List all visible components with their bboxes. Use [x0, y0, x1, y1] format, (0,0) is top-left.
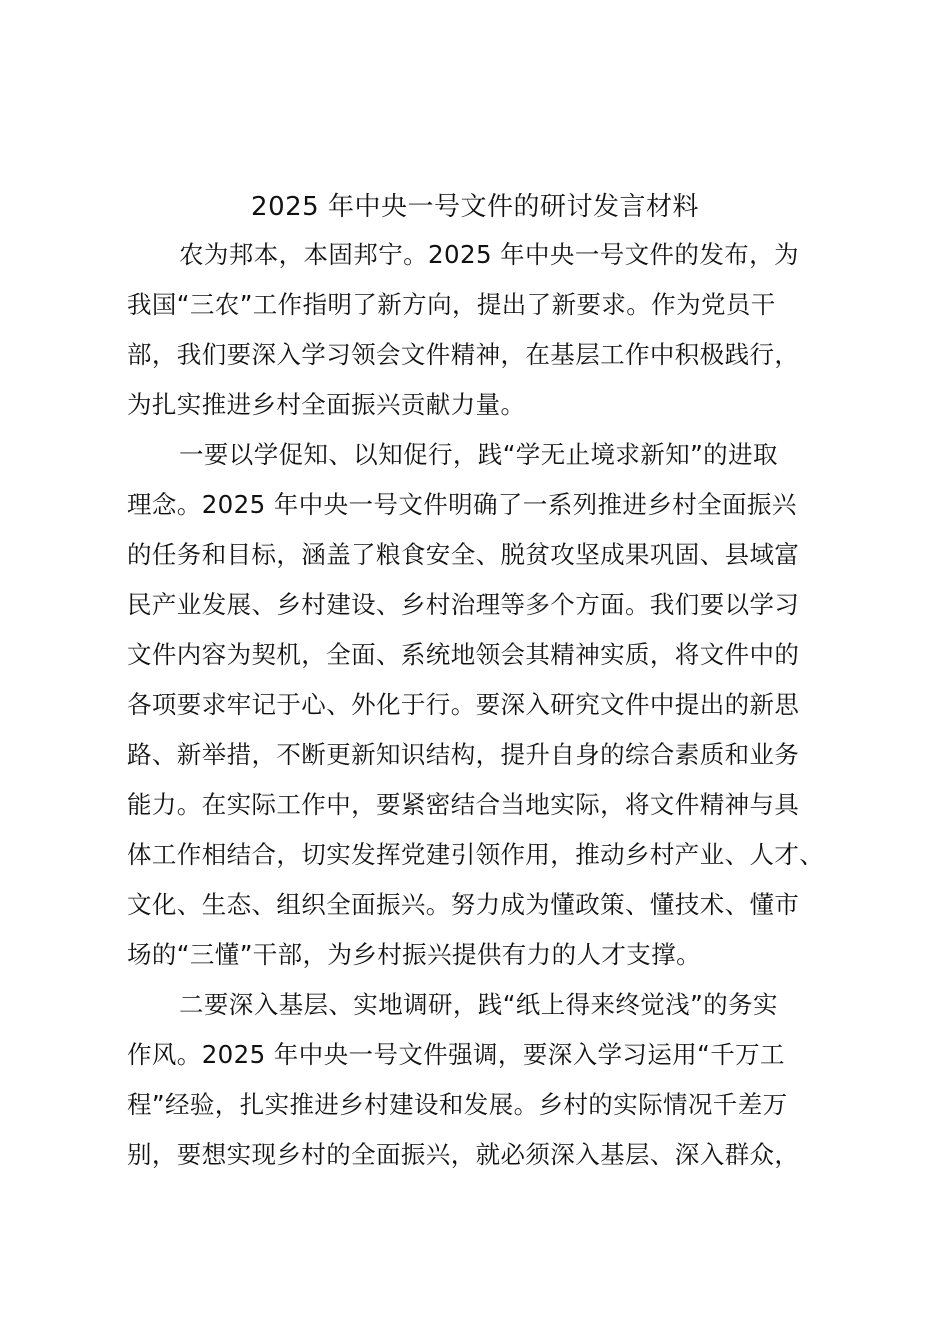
text-line: 路、新举措，不断更新知识结构，提升自身的综合素质和业务 [127, 740, 800, 769]
text-line: 部，我们要深入学习领会文件精神，在基层工作中积极践行， [127, 340, 800, 369]
text-line: 农为邦本，本固邦宁。2025 年中央一号文件的发布，为 [179, 240, 799, 269]
text-line: 的任务和目标，涵盖了粮食安全、脱贫攻坚成果巩固、县域富 [127, 540, 800, 569]
text-line: 文化、生态、组织全面振兴。努力成为懂政策、懂技术、懂市 [127, 890, 800, 919]
text-line: 别，要想实现乡村的全面振兴，就必须深入基层、深入群众， [127, 1140, 800, 1169]
text-line: 体工作相结合，切实发挥党建引领作用，推动乡村产业、人才、 [127, 840, 825, 869]
text-line: 能力。在实际工作中，要紧密结合当地实际，将文件精神与具 [127, 790, 800, 819]
text-line: 民产业发展、乡村建设、乡村治理等多个方面。我们要以学习 [127, 590, 800, 619]
text-line: 理念。2025 年中央一号文件明确了一系列推进乡村全面振兴 [127, 490, 797, 519]
document-title: 2025 年中央一号文件的研讨发言材料 [251, 192, 699, 222]
text-line: 为扎实推进乡村全面振兴贡献力量。 [127, 390, 526, 419]
document-body [127, 230, 834, 1180]
text-line: 程”经验，扎实推进乡村建设和发展。乡村的实际情况千差万 [127, 1090, 788, 1119]
text-line: 作风。2025 年中央一号文件强调，要深入学习运用“千万工 [127, 1040, 785, 1069]
text-line: 各项要求牢记于心、外化于行。要深入研究文件中提出的新思 [127, 690, 800, 719]
text-line: 二要深入基层、实地调研，践“纸上得来终觉浅”的务实 [179, 990, 778, 1019]
text-line: 场的“三懂”干部，为乡村振兴提供有力的人才支撑。 [127, 940, 701, 969]
text-line: 一要以学促知、以知促行，践“学无止境求新知”的进取 [179, 440, 778, 469]
text-line: 文件内容为契机，全面、系统地领会其精神实质，将文件中的 [127, 640, 800, 669]
text-line: 我国“三农”工作指明了新方向，提出了新要求。作为党员干 [127, 290, 776, 319]
